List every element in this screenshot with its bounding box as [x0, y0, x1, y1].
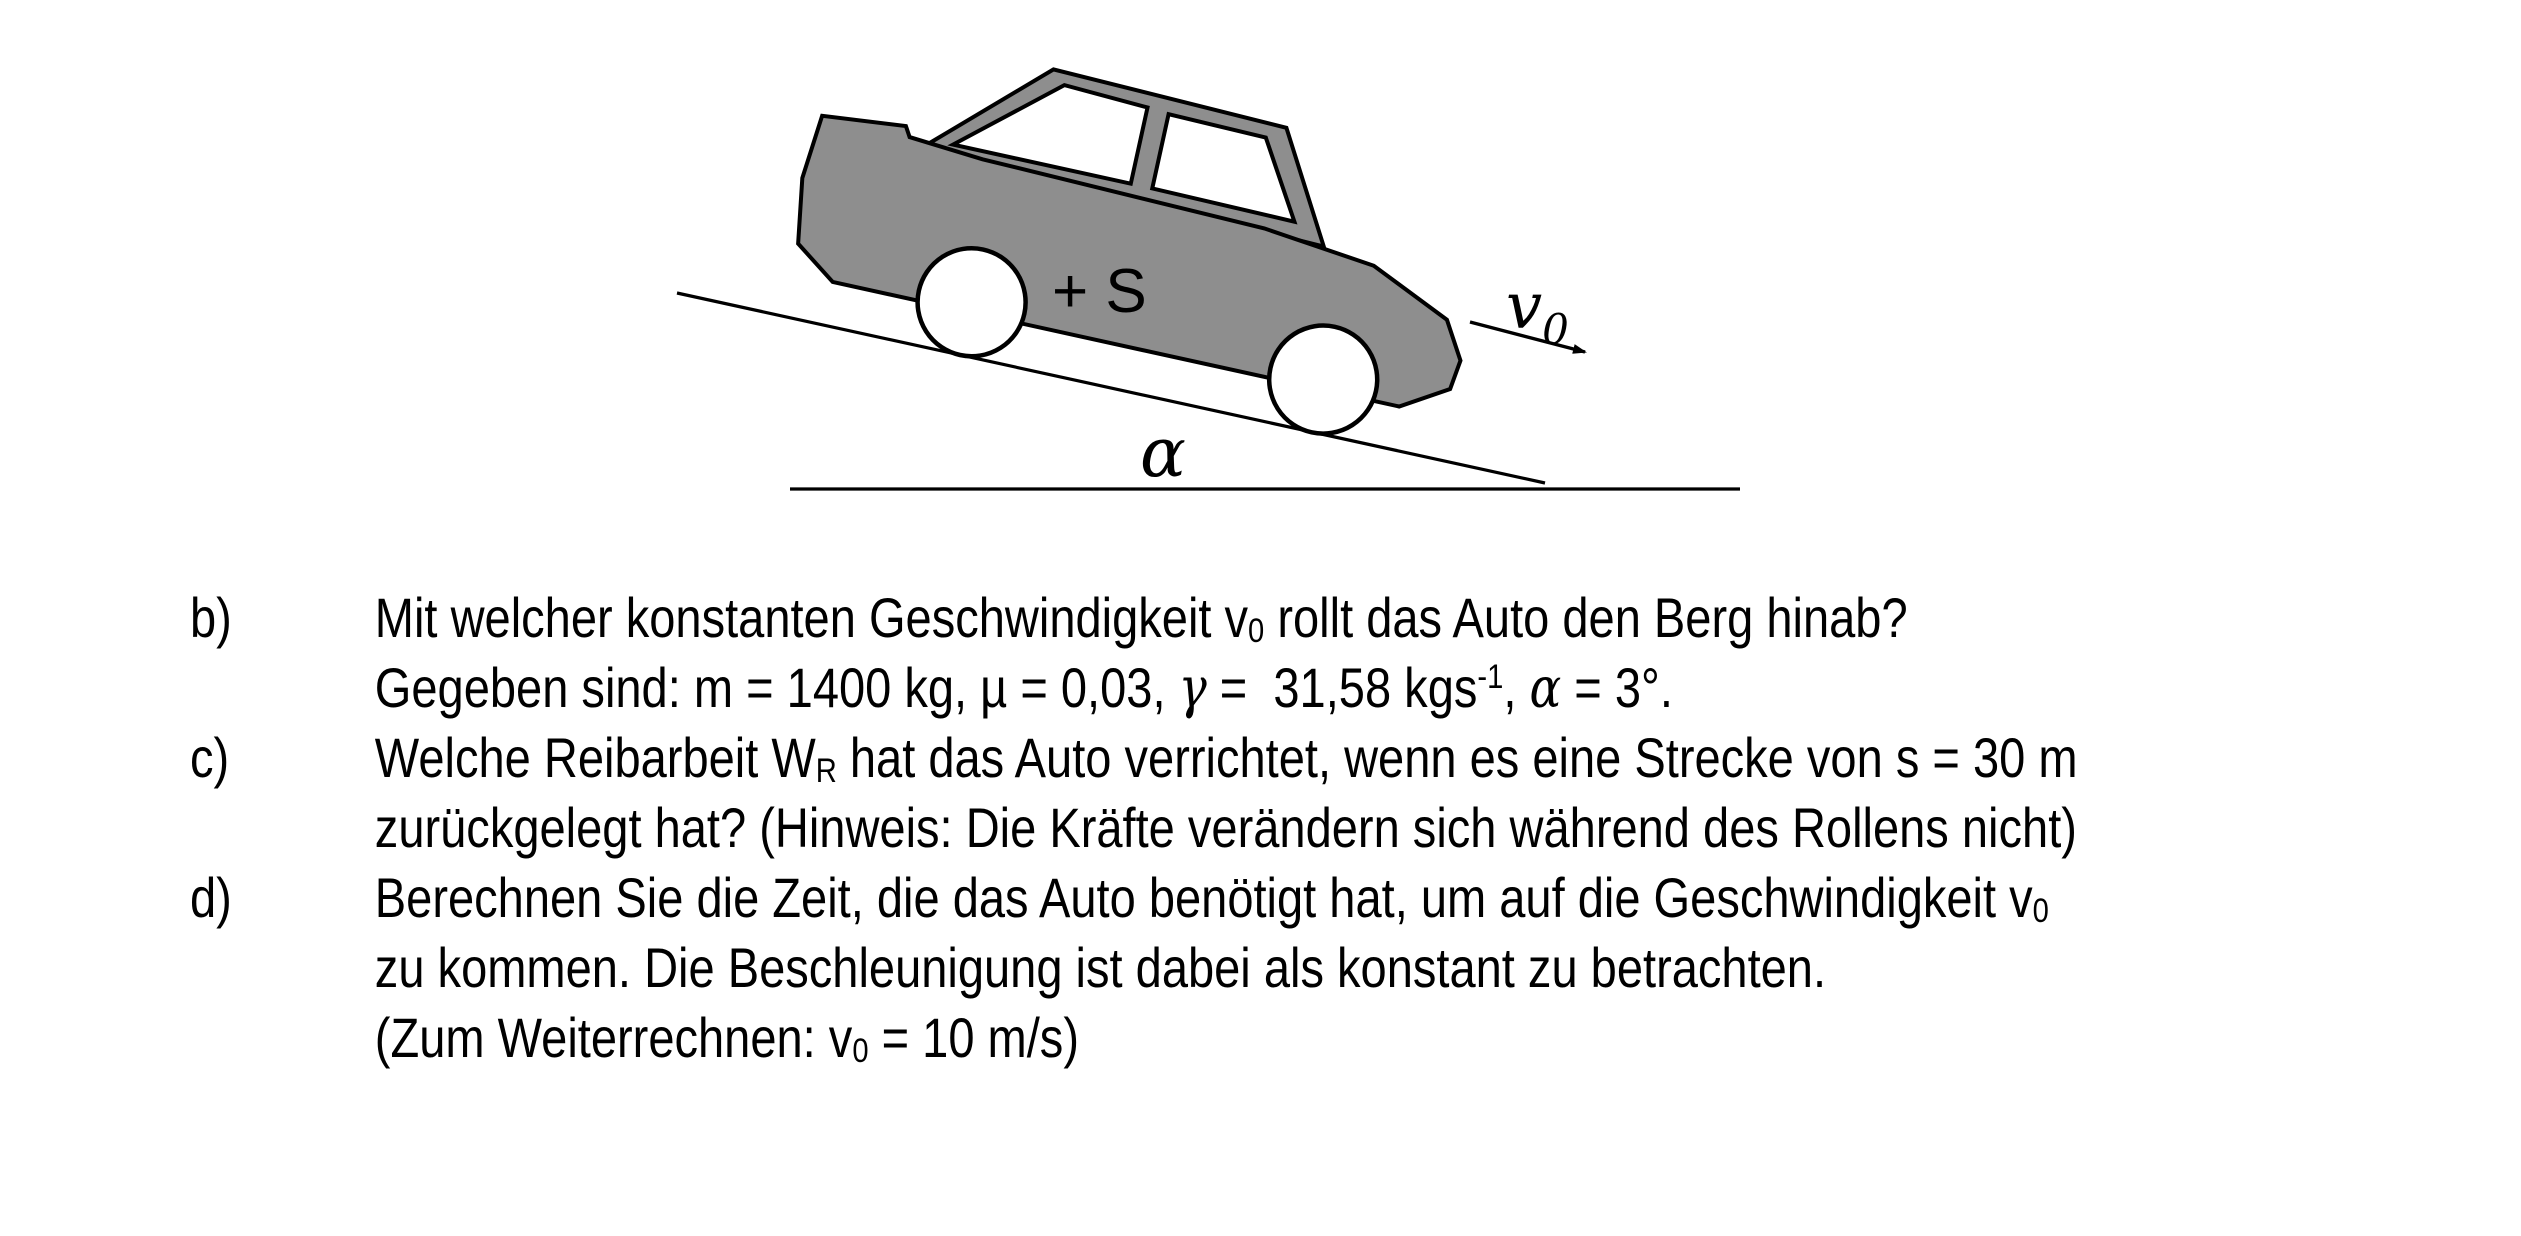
problem-d-label: d): [190, 866, 232, 929]
text-line: (Zum Weiterrechnen: $v_0 = 10$ m/s): [374, 1006, 1079, 1071]
text-line: Gegeben sind: m = 1400 kg, µ = 0,03, γ = 31,58 kgs$^{-1}$, α = 3°.: [374, 656, 1673, 721]
problem-b-lines: [375, 583, 2374, 723]
problem-c-label: c): [190, 726, 230, 789]
problem-text-block: [190, 583, 2374, 1073]
problem-d-lines: [375, 863, 2374, 1073]
velocity-label: $v_0$: [1506, 270, 1569, 354]
text-line: Berechnen Sie die Zeit, die das Auto benötigt hat, um auf die Geschwindigkeit $v_0$: [374, 866, 2049, 931]
problem-b-label: b): [190, 586, 232, 649]
problem-d: [190, 863, 2374, 1073]
incline-car-diagram: [650, 40, 1800, 520]
text-line: Mit welcher konstanten Geschwindigkeit $v_0$ rollt das Auto den Berg hinab?: [374, 586, 1908, 651]
problem-b: [190, 583, 2374, 723]
text-line: zurückgelegt hat? (Hinweis: Die Kräfte verändern sich während des Rollens nicht): [374, 796, 2077, 859]
angle-label: α: [1140, 414, 1186, 493]
problem-c: [190, 723, 2374, 863]
center-of-mass-label: + S: [1052, 257, 1147, 326]
problem-c-lines: [375, 723, 2374, 863]
text-line: zu kommen. Die Beschleunigung ist dabei als konstant zu betrachten.: [374, 936, 1827, 999]
text-line: Welche Reibarbeit $W_R$ hat das Auto verrichtet, wenn es eine Strecke von s = 30 m: [374, 726, 2078, 791]
car: [772, 40, 1502, 460]
